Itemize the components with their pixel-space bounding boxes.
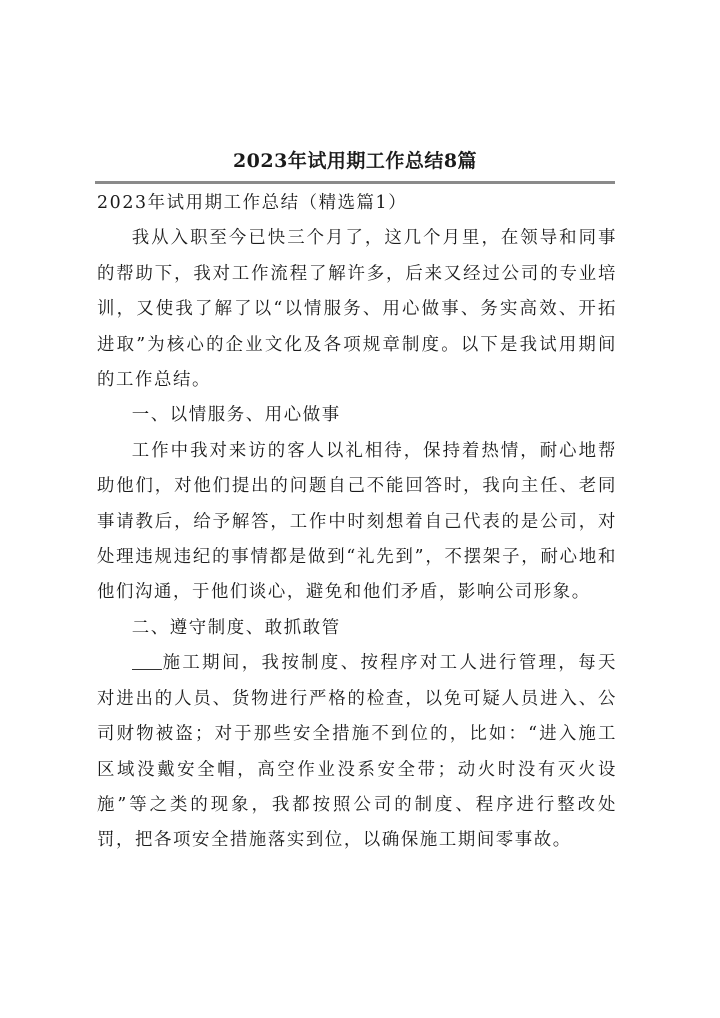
paragraph-service: 工作中我对来访的客人以礼相待，保持着热情，耐心地帮助他们，对他们提出的问题自己不能回答时，我向主任、老同事请教后，给予解答，工作中时刻想着自己代表的是公司，对处理违规违纪的事情都是做到“礼先到”，不摆架子，耐心地和他们沟通，于他们谈心，避免和他们矛盾，影响公司形象。 [97,440,617,603]
paragraph-rules [97,646,617,858]
section-heading-1: 一、以情服务、用心做事 [131,405,341,426]
document-body [97,186,617,859]
section-heading-2: 二、遵守制度、敢抓敢管 [131,617,341,638]
paragraph-rules-text: 施工期间，我按制度、按程序对工人进行管理，每天对进出的人员、货物进行严格的检查，以免可疑人员进入、公司财物被盗；对于那些安全措施不到位的，比如：“进入施工区域没戴安全帽，高空作业没系安全带；动火时没有灭火设施”等之类的现象，我都按照公司的制度、程序进行整改处罚，把各项安全措施落实到位，以确保施工期间零事故。 [97,653,617,851]
title-divider [95,181,615,184]
section-subtitle: 2023年试用期工作总结（精选篇1） [97,193,408,213]
document-title: 2023年试用期工作总结8篇 [232,150,478,172]
paragraph-intro: 我从入职至今已快三个月了，这几个月里，在领导和同事的帮助下，我对工作流程了解许多，后来又经过公司的专业培训，又使我了解了以“以情服务、用心做事、务实高效、开拓进取”为核心的企业文化及各项规章制度。以下是我试用期间的工作总结。 [97,228,617,391]
blank-underline [132,652,162,670]
